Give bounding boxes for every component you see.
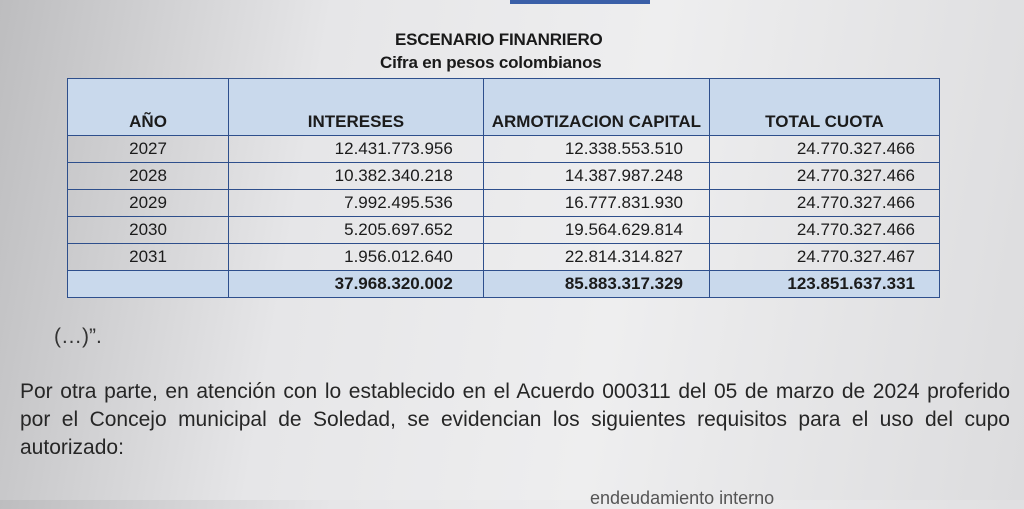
cell-intereses: 5.205.697.652 — [229, 217, 484, 244]
cell-year: 2031 — [68, 244, 229, 271]
cell-capital: 22.814.314.827 — [483, 244, 709, 271]
cell-total-label — [68, 271, 229, 298]
cell-year: 2030 — [68, 217, 229, 244]
total-capital: 85.883.317.329 — [483, 271, 709, 298]
top-blue-bar — [510, 0, 650, 4]
header-intereses: INTERESES — [229, 79, 484, 136]
cell-total: 24.770.327.466 — [710, 217, 940, 244]
cell-capital: 12.338.553.510 — [483, 136, 709, 163]
cell-capital: 14.387.987.248 — [483, 163, 709, 190]
total-cuota: 123.851.637.331 — [710, 271, 940, 298]
header-ano: AÑO — [68, 79, 229, 136]
cell-capital: 16.777.831.930 — [483, 190, 709, 217]
cell-intereses: 1.956.012.640 — [229, 244, 484, 271]
table-row — [68, 217, 940, 244]
body-paragraph: Por otra parte, en atención con lo establecido en el Acuerdo 000311 del 05 de marzo de 2024 proferido por el Concejo municipal de Soledad, se evidencian los siguientes requisitos para el uso del cupo autorizado: — [20, 380, 1010, 459]
cell-total: 24.770.327.466 — [710, 163, 940, 190]
cell-year: 2029 — [68, 190, 229, 217]
table-title: ESCENARIO FINANRIERO — [395, 30, 603, 49]
cell-year: 2028 — [68, 163, 229, 190]
cell-capital: 19.564.629.814 — [483, 217, 709, 244]
cell-total: 24.770.327.466 — [710, 136, 940, 163]
financial-scenario-table — [67, 78, 940, 298]
table-row — [68, 190, 940, 217]
header-total: TOTAL CUOTA — [710, 79, 940, 136]
table-row — [68, 244, 940, 271]
cell-intereses: 10.382.340.218 — [229, 163, 484, 190]
table-subtitle: Cifra en pesos colombianos — [380, 53, 602, 72]
cell-total: 24.770.327.466 — [710, 190, 940, 217]
cell-intereses: 7.992.495.536 — [229, 190, 484, 217]
cutoff-text: endeudamiento interno — [590, 488, 775, 508]
table-header-row — [68, 79, 940, 136]
table-row — [68, 163, 940, 190]
totals-row — [68, 271, 940, 298]
cell-year: 2027 — [68, 136, 229, 163]
total-intereses: 37.968.320.002 — [229, 271, 484, 298]
cell-total: 24.770.327.467 — [710, 244, 940, 271]
header-capital: ARMOTIZACION CAPITAL — [483, 79, 709, 136]
table-row — [68, 136, 940, 163]
closing-quote: (…)”. — [54, 325, 102, 348]
cell-intereses: 12.431.773.956 — [229, 136, 484, 163]
